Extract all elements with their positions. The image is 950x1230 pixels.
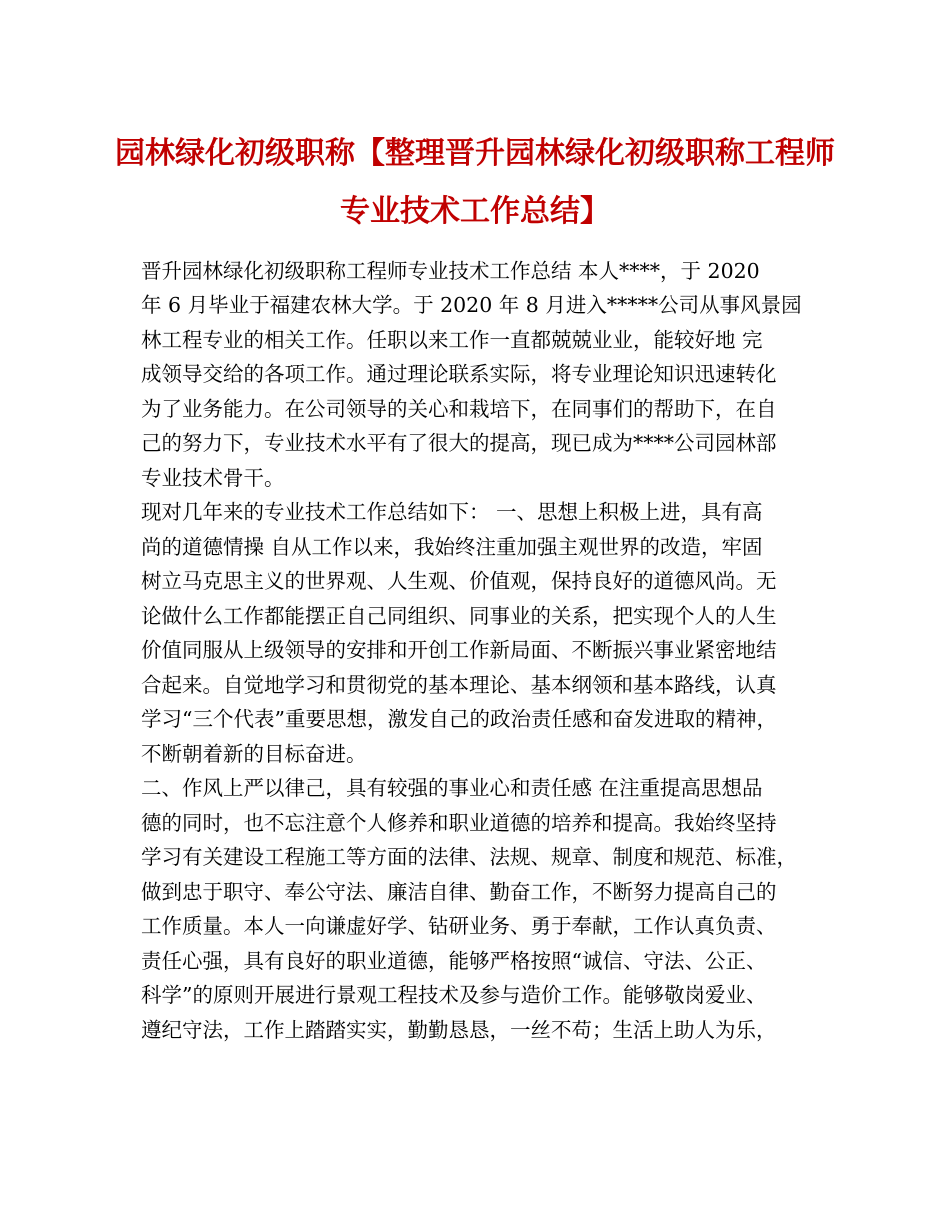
body-line: 德的同时，也不忘注意个人修养和职业道德的培养和提高。我始终坚持: [141, 811, 777, 835]
body-line: 林工程专业的相关工作。任职以来工作一直都兢兢业业，能较好地 完: [141, 328, 763, 352]
body-line: 成领导交给的各项工作。通过理论联系实际，将专业理论知识迅速转化: [141, 362, 777, 386]
body-line: 论做什么工作都能摆正自己同组织、同事业的关系，把实现个人的人生: [141, 604, 777, 628]
body-line: 学习有关建设工程施工等方面的法律、法规、规章、制度和规范、标准，: [141, 845, 797, 869]
document-title-line-1: 园林绿化初级职称【整理晋升园林绿化初级职称工程师: [115, 136, 835, 171]
body-line: 现对几年来的专业技术工作总结如下： 一、思想上积极上进，具有高: [141, 500, 763, 524]
body-line: 工作质量。本人一向谦虚好学、钻研业务、勇于奉献，工作认真负责、: [141, 914, 777, 938]
body-line: 晋升园林绿化初级职称工程师专业技术工作总结 本人****，于 2020: [141, 259, 760, 283]
body-line: 遵纪守法，工作上踏踏实实，勤勤恳恳，一丝不苟；生活上助人为乐，: [141, 1018, 777, 1042]
body-line: 不断朝着新的目标奋进。: [141, 742, 367, 766]
body-line: 尚的道德情操 自从工作以来，我始终注重加强主观世界的改造，牢固: [141, 535, 763, 559]
body-line: 为了业务能力。在公司领导的关心和栽培下，在同事们的帮助下，在自: [141, 397, 777, 421]
document-title-line-2: 专业技术工作总结】: [340, 194, 610, 229]
body-line: 己的努力下，专业技术水平有了很大的提高，现已成为****公司园林部: [141, 431, 777, 455]
body-line: 合起来。自觉地学习和贯彻党的基本理论、基本纲领和基本路线，认真: [141, 673, 777, 697]
body-line: 价值同服从上级领导的安排和开创工作新局面、不断振兴事业紧密地结: [141, 638, 777, 662]
body-line: 年 6 月毕业于福建农林大学。于 2020 年 8 月进入*****公司从事风景园: [141, 293, 802, 317]
body-line: 二、作风上严以律己，具有较强的事业心和责任感 在注重提高思想品: [141, 776, 763, 800]
body-line: 责任心强，具有良好的职业道德，能够严格按照“诚信、守法、公正、: [141, 949, 767, 973]
body-line: 学习“三个代表”重要思想，激发自己的政治责任感和奋发进取的精神，: [141, 707, 777, 731]
body-line: 专业技术骨干。: [141, 466, 285, 490]
body-line: 树立马克思主义的世界观、人生观、价值观，保持良好的道德风尚。无: [141, 569, 777, 593]
body-line: 做到忠于职守、奉公守法、廉洁自律、勤奋工作，不断努力提高自己的: [141, 880, 777, 904]
body-line: 科学”的原则开展进行景观工程技术及参与造价工作。能够敬岗爱业、: [141, 983, 767, 1007]
